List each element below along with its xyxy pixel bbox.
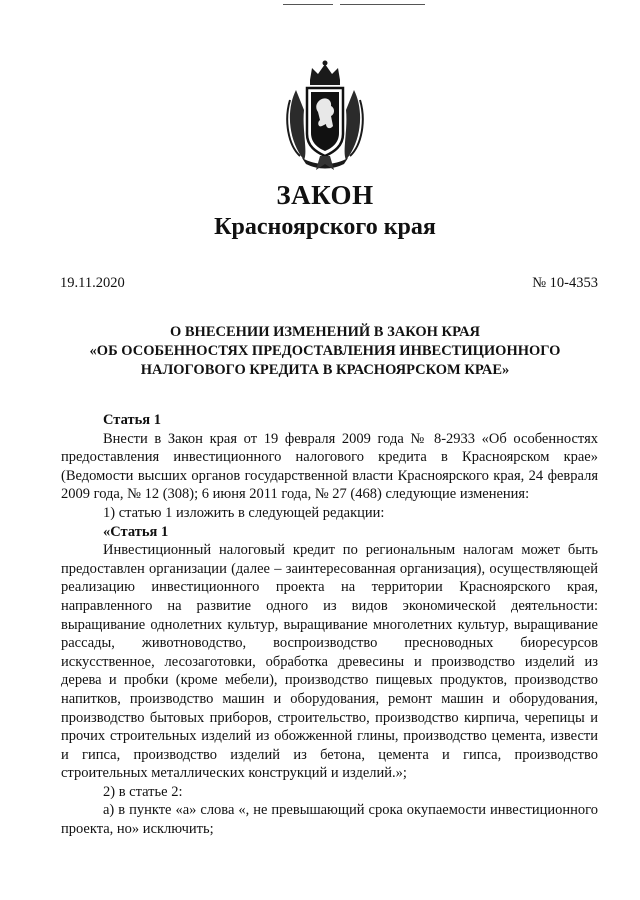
document-title: ЗАКОН bbox=[276, 180, 374, 210]
amendment-item-1: 1) статью 1 изложить в следующей редакции: bbox=[103, 504, 385, 521]
document-subtitle: Красноярского края bbox=[214, 214, 436, 240]
scan-artifact-line bbox=[283, 4, 333, 5]
scan-artifact-line bbox=[340, 4, 425, 5]
law-heading-line: «ОБ ОСОБЕННОСТЯХ ПРЕДОСТАВЛЕНИЯ ИНВЕСТИЦИОННОГО bbox=[89, 343, 561, 359]
document-date: 19.11.2020 bbox=[60, 275, 125, 291]
law-heading-line: О ВНЕСЕНИИ ИЗМЕНЕНИЙ В ЗАКОН КРАЯ bbox=[169, 324, 481, 340]
quoted-article-heading: «Статья 1 bbox=[103, 523, 169, 540]
law-heading bbox=[0, 323, 640, 380]
amendment-item-2: 2) в статье 2: bbox=[103, 783, 183, 800]
coat-of-arms-emblem bbox=[282, 60, 368, 172]
law-heading-line: НАЛОГОВОГО КРЕДИТА В КРАСНОЯРСКОМ КРАЕ» bbox=[140, 362, 510, 378]
amendment-item-2a: а) в пункте «а» слова «, не превышающий срока окупаемости инвестиционного проекта, но» исключить; bbox=[61, 802, 598, 838]
document-body bbox=[61, 411, 598, 839]
intro-paragraph: Внести в Закон края от 19 февраля 2009 года № 8-2933 «Об особенностях предоставления инвестиционного налогового кредита в Красноярском крае» (Ведомости высших органов государственной власти Красноярского края, 24 февраля 2009 года, № 12 (308); 6 июня 2011 года, № 27 (468) следующие изменения: bbox=[61, 430, 598, 503]
document-number: № 10-4353 bbox=[532, 275, 598, 291]
quoted-article-paragraph: Инвестиционный налоговый кредит по региональным налогам может быть предоставлен организации (далее – заинтересованная организация), осуществляющей реализацию инвестиционного проекта на территории Красноярского края, направленного на развитие одного из видов экономической деятельности: выращивание однолетних культур, выращивание многолетних культур, выращивание рассады, животноводство, воспроизводство пресноводных биоресурсов искусственное, лесозаготовки, обработка древесины и производство изделий из дерева и пробки (кроме мебели), производство пищевых продуктов, производство напитков, производство машин и оборудования, ремонт машин и оборудования, производство бытовых приборов, строительство, производство кирпича, черепицы и прочих строительных изделий из обожженной глины, производство цемента, извести и гипса, производство изделий из бетона, цемента и гипса, производство строительных металлических конструкций и изделий.»; bbox=[61, 542, 598, 782]
article-1-heading: Статья 1 bbox=[103, 412, 161, 428]
